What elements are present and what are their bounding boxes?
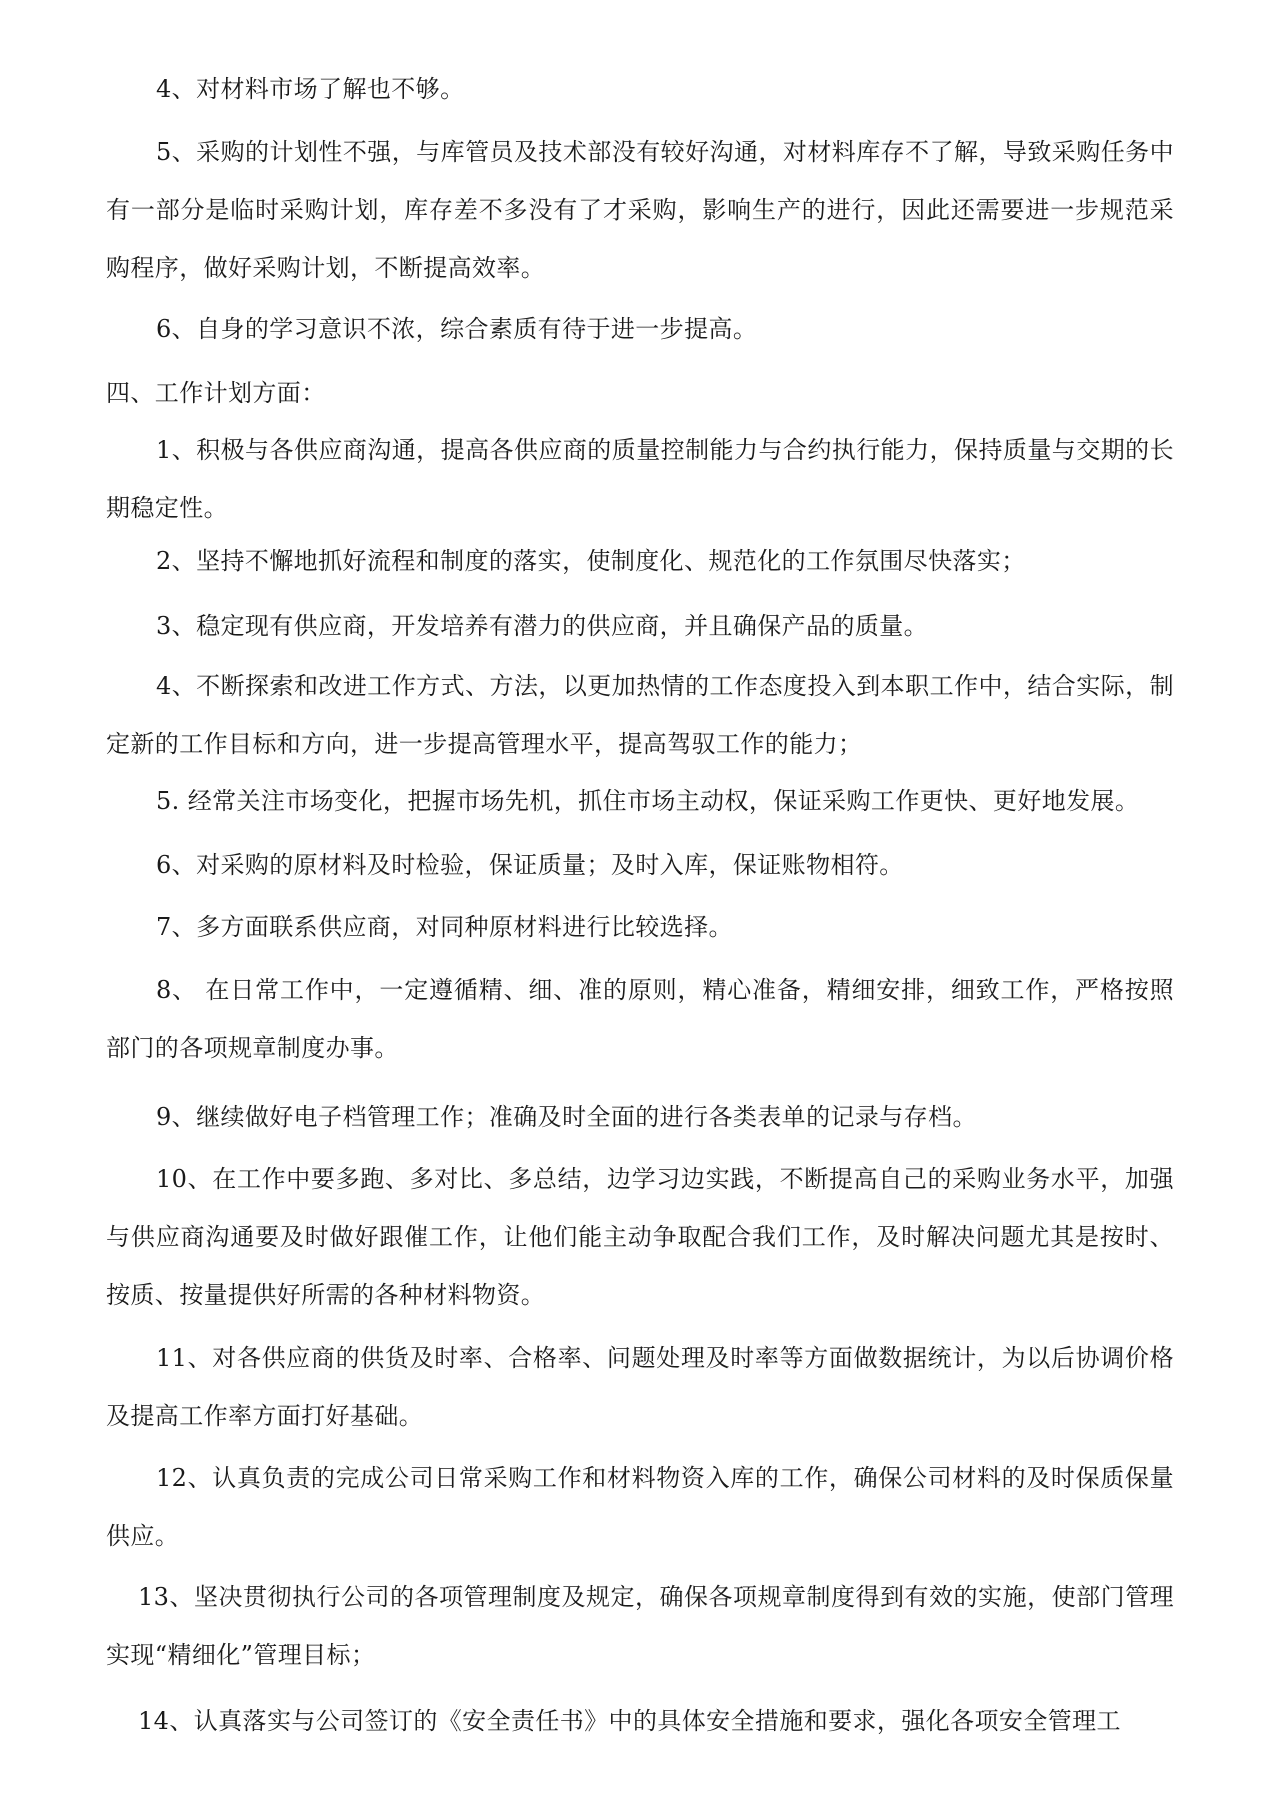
- plan-item-11: 11、对各供应商的供货及时率、合格率、问题处理及时率等方面做数据统计，为以后协调价格及提高工作率方面打好基础。: [106, 1344, 1174, 1430]
- paragraph-item-5-purchase-plan: 5、采购的计划性不强，与库管员及技术部没有较好沟通，对材料库存不了解，导致采购任务中有一部分是临时采购计划，库存差不多没有了才采购，影响生产的进行，因此还需要进一步规范采购程序，做好采购计划，不断提高效率。: [106, 138, 1174, 282]
- plan-item-8: 8、 在日常工作中，一定遵循精、细、准的原则，精心准备，精细安排，细致工作，严格按照部门的各项规章制度办事。: [106, 976, 1174, 1062]
- plan-item-4: 4、不断探索和改进工作方式、方法，以更加热情的工作态度投入到本职工作中，结合实际，制定新的工作目标和方向，进一步提高管理水平，提高驾驭工作的能力；: [106, 672, 1174, 758]
- plan-item-3: 3、稳定现有供应商，开发培养有潜力的供应商，并且确保产品的质量。: [156, 612, 929, 640]
- plan-item-9: 9、继续做好电子档管理工作；准确及时全面的进行各类表单的记录与存档。: [156, 1103, 977, 1131]
- plan-item-2: 2、坚持不懈地抓好流程和制度的落实，使制度化、规范化的工作氛围尽快落实；: [156, 547, 1026, 575]
- plan-item-1: 1、积极与各供应商沟通，提高各供应商的质量控制能力与合约执行能力，保持质量与交期的长期稳定性。: [106, 436, 1174, 522]
- plan-item-14: 14、认真落实与公司签订的《安全责任书》中的具体安全措施和要求，强化各项安全管理工: [138, 1707, 1121, 1735]
- paragraph-item-4-market: 4、对材料市场了解也不够。: [156, 75, 465, 103]
- plan-item-10: 10、在工作中要多跑、多对比、多总结，边学习边实践，不断提高自己的采购业务水平，加强与供应商沟通要及时做好跟催工作，让他们能主动争取配合我们工作，及时解决问题尤其是按时、按质、按量提供好所需的各种材料物资。: [106, 1165, 1174, 1309]
- plan-item-6: 6、对采购的原材料及时检验，保证质量；及时入库，保证账物相符。: [156, 851, 904, 879]
- plan-item-13: 13、坚决贯彻执行公司的各项管理制度及规定，确保各项规章制度得到有效的实施，使部门管理实现“精细化”管理目标；: [106, 1583, 1174, 1669]
- paragraph-item-6-self-study: 6、自身的学习意识不浓，综合素质有待于进一步提高。: [156, 315, 758, 343]
- plan-item-12: 12、认真负责的完成公司日常采购工作和材料物资入库的工作，确保公司材料的及时保质保量供应。: [106, 1464, 1174, 1550]
- plan-item-5: 5. 经常关注市场变化，把握市场先机，抓住市场主动权，保证采购工作更快、更好地发展。: [156, 787, 1140, 815]
- section-heading-work-plan: 四、工作计划方面：: [106, 379, 326, 407]
- plan-item-7: 7、多方面联系供应商，对同种原材料进行比较选择。: [156, 913, 733, 941]
